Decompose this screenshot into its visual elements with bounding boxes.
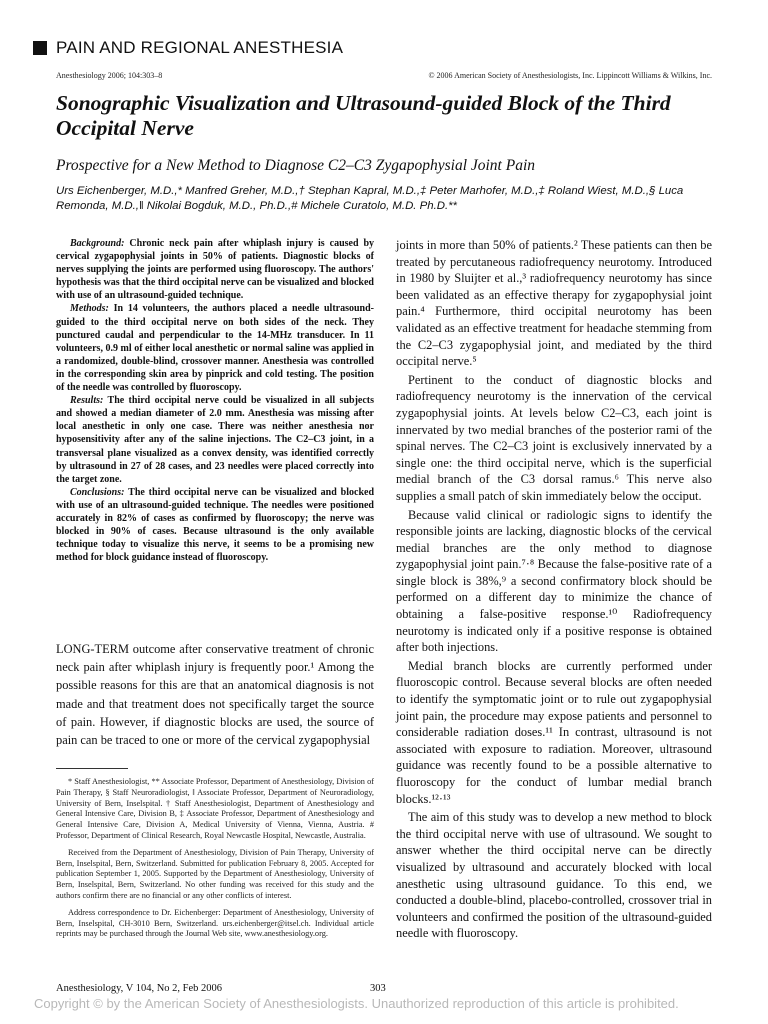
copyright-line: © 2006 American Society of Anesthesiologists, Inc. Lippincott Williams & Wilkins, Inc. xyxy=(428,71,712,80)
page-number: 303 xyxy=(370,983,386,994)
footnote-affiliations: * Staff Anesthesiologist, ** Associate Professor, Department of Anesthesiology, Division of Pain Therapy, § Staff Neuroradiologist, ‖ Associate Professor, Department of Neuroradiology, University of Bern, Inselspital. † Staff Anesthesiologist, Department of Anesthesiology and General Intensive Care, Division B, ‡ Associate Professor, Department of Anesthesiology and General Intensive Care, Division A, Medical University of Vienna, Vienna, Austria. # Professor, Department of Clinical Research, Royal Newcastle Hospital, Newcastle, Australia. xyxy=(56,777,374,840)
article-title: Sonographic Visualization and Ultrasound-guided Block of the Third Occipital Nerve xyxy=(56,91,671,140)
body-paragraph: Pertinent to the conduct of diagnostic blocks and radiofrequency neurotomy is the innervation of the cervical zygapophysial joints. At levels below C2–C3, each joint is innervated by two medial branches of the posterior rami of the spinal nerves. The C2–C3 joint is exclusively innervated by a single one: the third occipital nerve, which is the superficial medial branch of the C3 dorsal ramus.⁶ This nerve also supplies a small patch of skin immediately below the occiput. xyxy=(396,372,712,503)
abstract-text: The third occipital nerve can be visualized and blocked with use of an ultrasound-guided technique. The needles were positioned accurately in 82% of cases as confirmed by fluoroscopy; the nerve was blocked in 90% of cases. Because ultrasound is the only available technique today to visualize this nerve, it seems to be a promising new method for block guidance instead of fluoroscopy. xyxy=(56,486,374,564)
abstract-text: The third occipital nerve could be visualized in all subjects and showed a median diameter of 2.0 mm. Anesthesia was missing after local anesthetic in only one case. There was neither anesthesia nor hyposensitivity after any of the saline injections. The C2–C3 joint, in a transversal plane visualized as a convex density, was identified correctly by ultrasound in 27 of 28 cases, and 23 needles were placed correctly into the target zone. xyxy=(56,395,374,485)
intro-column xyxy=(56,640,374,749)
right-column xyxy=(396,237,712,944)
article-subtitle: Prospective for a New Method to Diagnose C2–C3 Zygapophysial Joint Pain xyxy=(56,157,536,174)
abstract-results xyxy=(56,394,374,486)
footnote-address: Address correspondence to Dr. Eichenberger: Department of Anesthesiology, University of Bern, Inselspital, CH-3010 Bern, Switzerland. urs.eichenberger@itsel.ch. Individual article reprints may be purchased through the Journal Web site, www.anesthesiology.org. xyxy=(56,907,374,939)
body-paragraph: joints in more than 50% of patients.² These patients can then be treated by percutaneous radiofrequency neurotomy. Introduced in 1980 by Sluijter et al.,³ radiofrequency neurotomy has since been validated as an effective therapy for zygapophysial joint pain.⁴ Furthermore, third occipital neurotomy has been validated as an effective treatment for headache stemming from the C2–C3 zygapophysial joint, and mediated by the third occipital nerve.⁵ xyxy=(396,238,712,369)
intro-paragraph: LONG-TERM outcome after conservative treatment of chronic neck pain after whiplash injury is frequently poor.¹ Among the possible reasons for this are that an anatomical diagnosis is not made and that treatment does not specifically target the source of pain. However, if diagnostic blocks are used, the source of pain can be traced to one or more of the cervical zygapophysial xyxy=(56,642,374,748)
abstract-label: Background: xyxy=(70,238,125,249)
footnote-received: Received from the Department of Anesthesiology, Division of Pain Therapy, University of Bern, Inselspital, Bern, Switzerland. Submitted for publication February 8, 2005. Accepted for publication September 1, 2005. Supported by the Department of Anesthesiology, University of Bern, Inselspital, Bern, Switzerland. No other funding was received for this study and the authors confirm there are no financial or any other conflicts of interest. xyxy=(56,847,374,900)
footnote-divider xyxy=(56,768,128,769)
abstract-conclusions xyxy=(56,486,374,565)
body-paragraph: The aim of this study was to develop a new method to block the third occipital nerve with use of ultrasound. We sought to answer whether the third occipital nerve can be directly visualized by ultrasound and accurately blocked with local anesthetic using ultrasound guidance. To this end, we conducted a double-blind, placebo-controlled, crossover trial in volunteers and confirmed the position of the ultrasound-guided needle with fluoroscopy. xyxy=(396,810,712,941)
body-paragraph: Medial branch blocks are currently performed under fluoroscopic control. Because several blocks are often needed to identify the symptomatic joint or to rule out zygapophysial joint pain, the procedure may expose patients and personnel to considerable radiation doses.¹¹ In contrast, ultrasound is not associated with exposure to radiation. Moreover, ultrasound guidance was recently found to be a possible alternative to fluoroscopy for the conduct of lumbar medial branch blocks.¹²·¹³ xyxy=(396,658,712,806)
body-paragraph: Because valid clinical or radiologic signs to identify the responsible joints are lacking, diagnostic blocks of the cervical medial branches are the only method to diagnose zygapophysial joint pain.⁷·⁸ Because the false-positive rate of a single block is 38%,⁹ a second confirmatory block should be performed on a different day to minimize the chance of obtaining a false-positive response.¹⁰ Radiofrequency neurotomy is indicated only if a positive response is obtained after both injections. xyxy=(396,507,712,655)
copyright-watermark: Copyright © by the American Society of Anesthesiologists. Unauthorized reproduction of this article is prohibited. xyxy=(34,996,679,1011)
citation: Anesthesiology 2006; 104:303–8 xyxy=(56,71,163,80)
abstract-background xyxy=(56,237,374,302)
author-list: Urs Eichenberger, M.D.,* Manfred Greher, M.D.,† Stephan Kapral, M.D.,‡ Peter Marhofer, M.D.,‡ Roland Wiest, M.D.,§ Luca Remonda, M.D.,‖ Nikolai Bogduk, M.D., Ph.D.,# Michele Curatolo, M.D. Ph.D.** xyxy=(56,185,684,212)
abstract-label: Results: xyxy=(70,395,104,407)
abstract-label: Conclusions: xyxy=(70,486,125,498)
abstract-label: Methods: xyxy=(70,303,109,315)
footnotes xyxy=(56,777,374,946)
section-header xyxy=(33,38,343,58)
abstract-text: In 14 volunteers, the authors placed a needle ultrasound-guided to the third occipital nerve on both sides of the neck. They punctured caudal and perpendicular to the 14-MHz transducer. In 11 volunteers, 0.9 ml of either local anesthetic or normal saline was applied in a randomized, double-blind, crossover manner. Anesthesia was controlled in the corresponding skin area by pinprick and cold testing. The position of the needle was controlled by fluoroscopy. xyxy=(56,303,375,394)
abstract xyxy=(56,237,374,564)
section-square-icon xyxy=(33,41,47,55)
journal-footer: Anesthesiology, V 104, No 2, Feb 2006 xyxy=(56,983,223,994)
abstract-text: Chronic neck pain after whiplash injury is caused by cervical zygapophysial joints in 50% of patients. Diagnostic blocks of nerves supplying the joints are performed using fluoroscopy. The authors' hypothesis was that the third occipital nerve can be visualized and blocked with use of an ultrasound-guided technique. xyxy=(56,238,375,302)
abstract-methods xyxy=(56,302,374,394)
section-title: PAIN AND REGIONAL ANESTHESIA xyxy=(56,38,344,57)
